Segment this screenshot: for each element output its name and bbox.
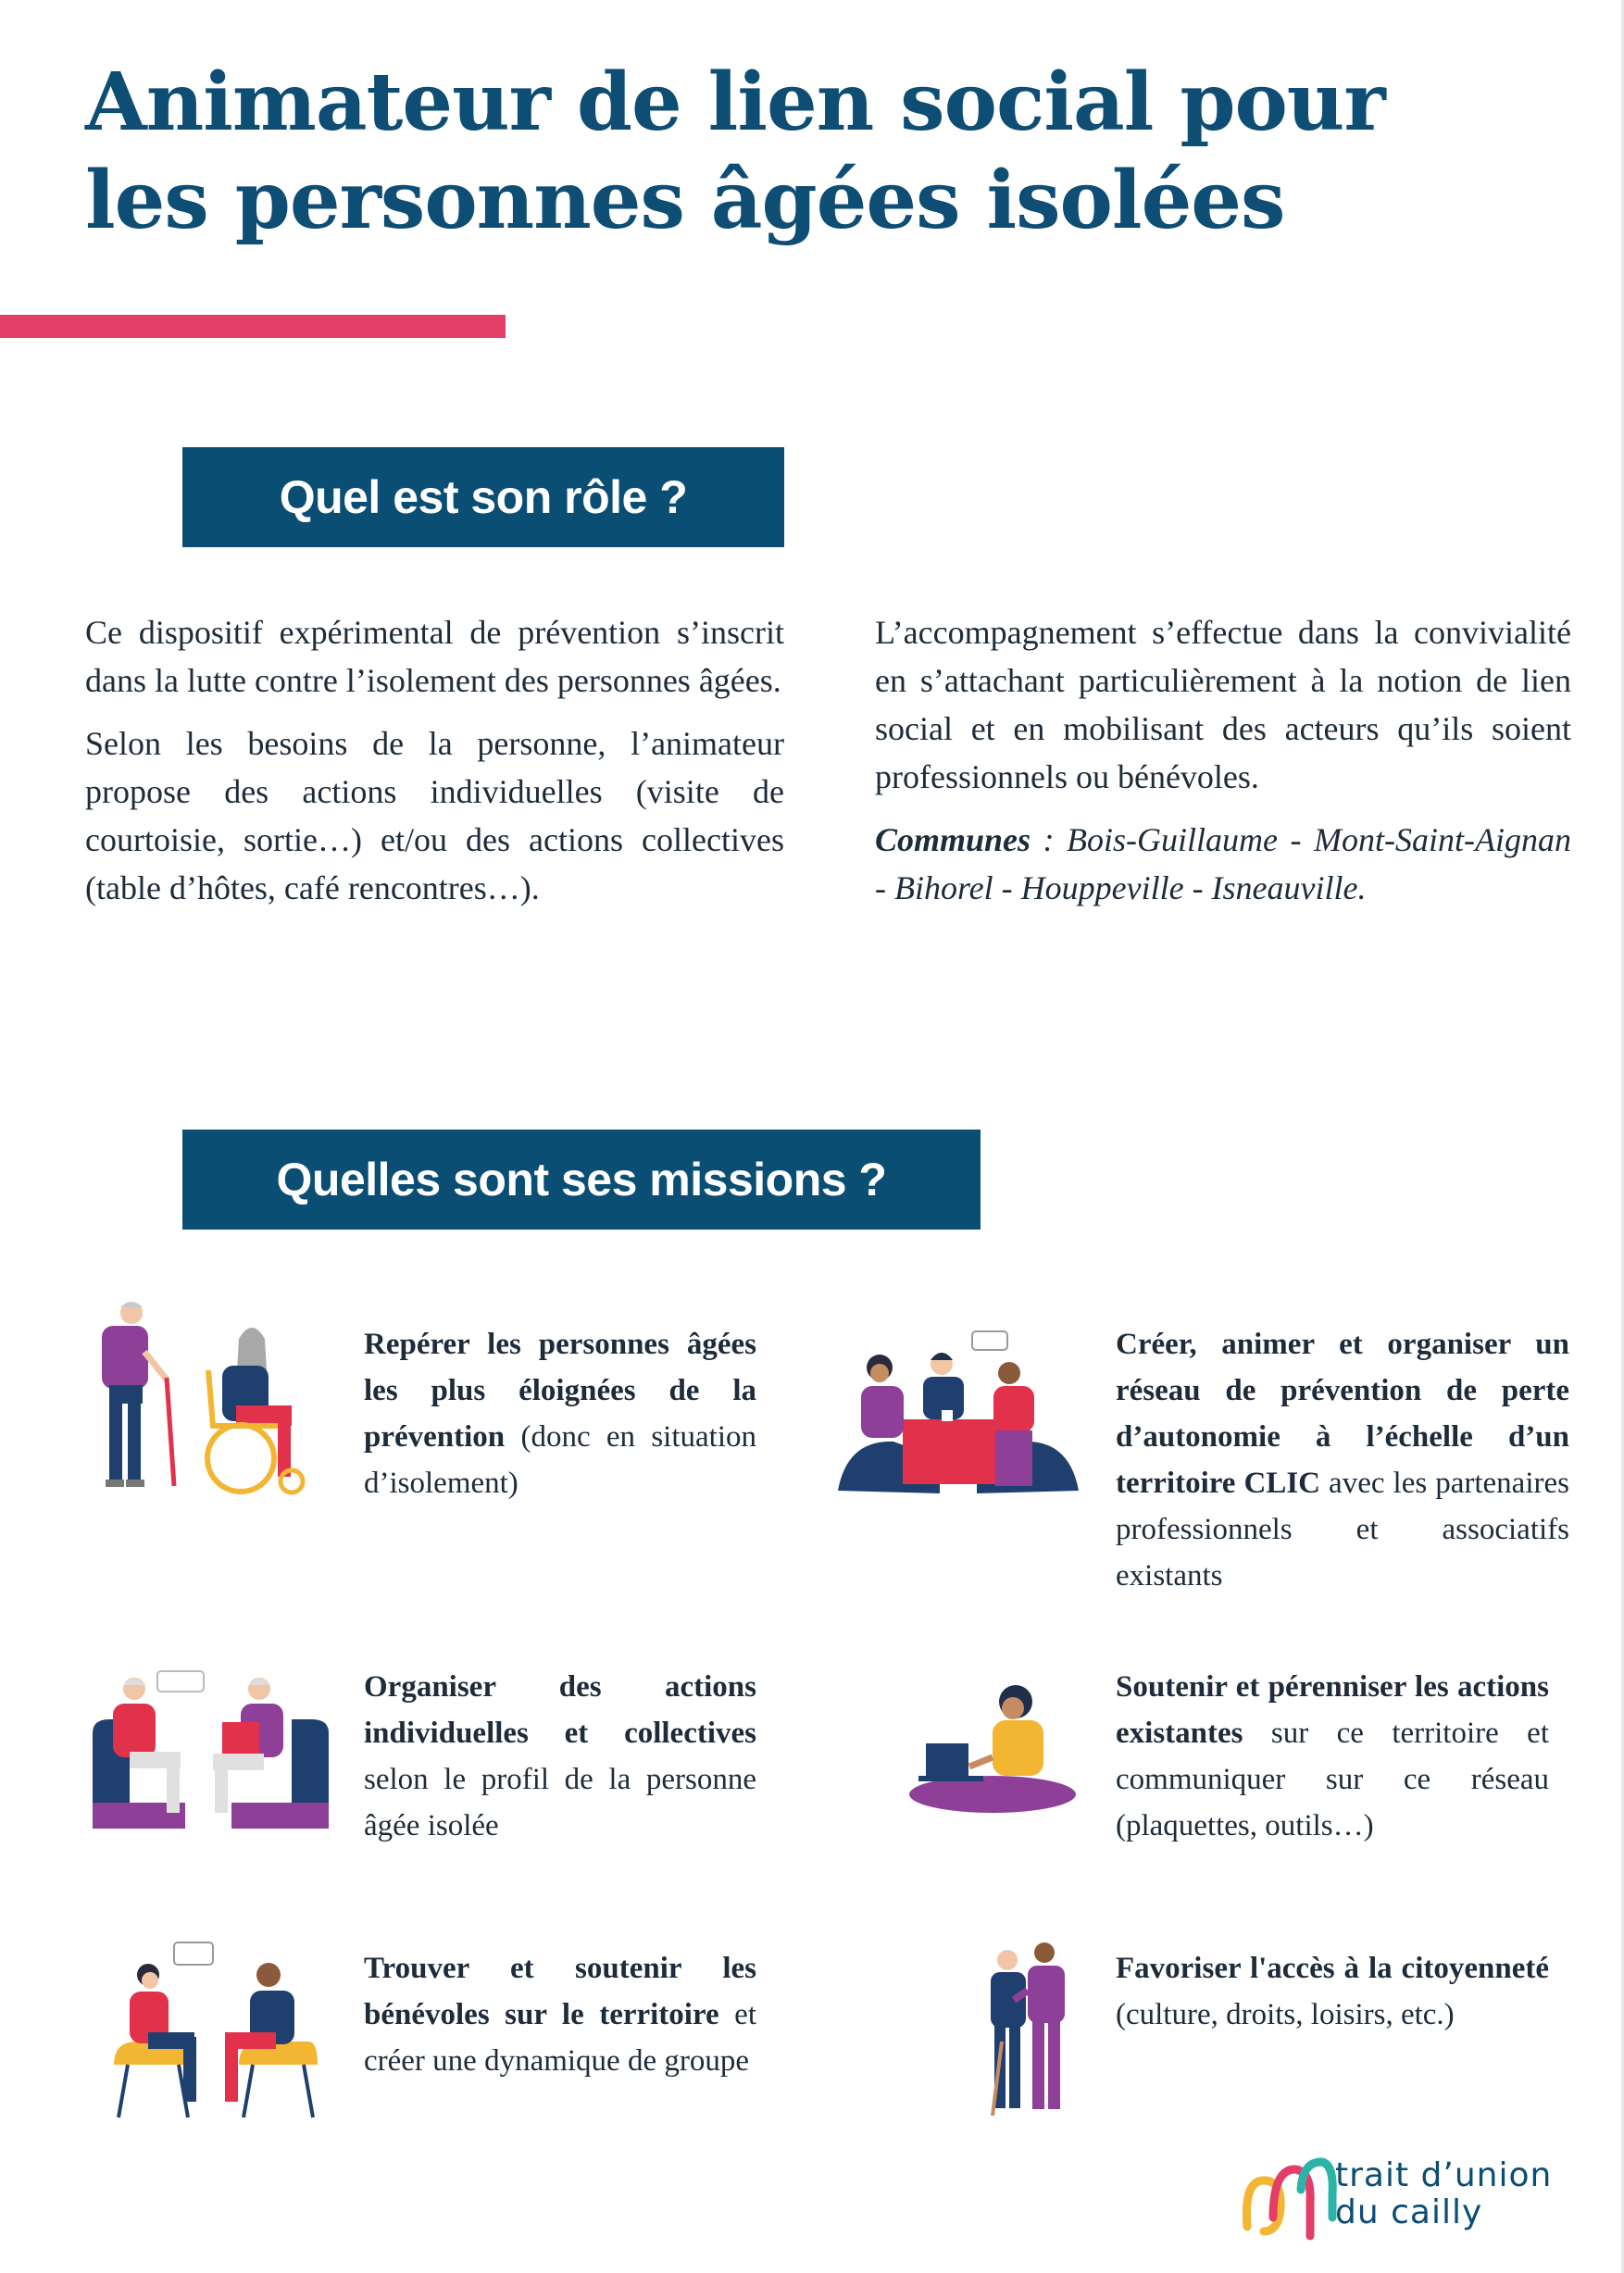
mission-4-title: Soutenir et pérenniser les actions existantes: [1116, 1670, 1549, 1750]
mission-3-title: Organiser des actions individuelles et collectives: [364, 1670, 756, 1750]
citizenship-support-illustration: [981, 1940, 1074, 2120]
seniors-armchairs-illustration: [93, 1668, 329, 1830]
mission-5: [364, 1945, 756, 2084]
woman-laptop-illustration: [909, 1679, 1076, 1813]
communes-text: [875, 816, 1571, 912]
page-title: [85, 54, 1520, 250]
title-accent-bar: [0, 315, 506, 338]
elderly-wheelchair-illustration: [93, 1296, 333, 1505]
mission-5-detail: et créer une dynamique de groupe: [364, 1998, 756, 2078]
role-section-heading: Quel est son rôle ?: [182, 447, 784, 547]
role-paragraph-3: L’accompagnement s’effectue dans la convivialité en s’attachant particulièrement à la notion de lien social et en mobilisant des acteurs qu’ils soient professionnels ou bénévoles.: [875, 614, 1571, 795]
role-paragraph-2: Selon les besoins de la personne, l’animateur propose des actions individuelles (visite de courtoisie, sortie…) et/ou des actions collectives (table d’hôtes, café rencontres…).: [85, 725, 784, 906]
role-paragraph-1: Ce dispositif expérimental de prévention s’inscrit dans la lutte contre l’isolement des personnes âgées.: [85, 614, 784, 699]
communes-list: : Bois-Guillaume - Mont-Saint-Aignan - Bihorel - Houppeville - Isneauville.: [875, 821, 1571, 906]
mission-5-title: Trouver et soutenir les bénévoles sur le territoire: [364, 1952, 756, 2031]
logo-line-2: du cailly: [1335, 2193, 1483, 2231]
title-line-1: Animateur de lien social pour: [85, 56, 1385, 149]
mission-6: [1116, 1945, 1549, 2038]
mission-6-title: Favoriser l'accès à la citoyenneté: [1116, 1952, 1549, 1985]
mission-6-detail: (culture, droits, loisirs, etc.): [1116, 1998, 1455, 2031]
mission-2: [1116, 1321, 1569, 1599]
mission-4: [1116, 1664, 1549, 1849]
mission-2-detail: avec les partenaires professionnels et associatifs existants: [1116, 1467, 1569, 1592]
title-line-2: les personnes âgées isolées: [85, 154, 1285, 247]
logo-wordmark: [1335, 2157, 1552, 2231]
mission-3-detail: selon le profil de la personne âgée isolée: [364, 1763, 756, 1842]
role-right-column: [875, 608, 1571, 927]
mission-3: [364, 1664, 756, 1849]
missions-section-heading: Quelles sont ses missions ?: [182, 1130, 981, 1230]
volunteers-conversation-illustration: [109, 1940, 322, 2120]
meeting-table-illustration: [838, 1329, 1079, 1500]
mission-1-title: Repérer les personnes âgées les plus éloignées de la prévention: [364, 1328, 756, 1454]
mission-1-detail: (donc en situation d’isolement): [364, 1420, 756, 1500]
role-left-column: [85, 608, 784, 927]
mission-2-title: Créer, animer et organiser un réseau de prévention de perte d’autonomie à l’échelle d’un territoire CLIC: [1116, 1328, 1569, 1500]
mission-4-detail: sur ce territoire et communiquer sur ce réseau (plaquettes, outils…): [1116, 1717, 1549, 1842]
logo-line-1: trait d’union: [1335, 2156, 1553, 2194]
communes-label: Communes: [875, 821, 1031, 858]
mission-1: [364, 1321, 756, 1506]
